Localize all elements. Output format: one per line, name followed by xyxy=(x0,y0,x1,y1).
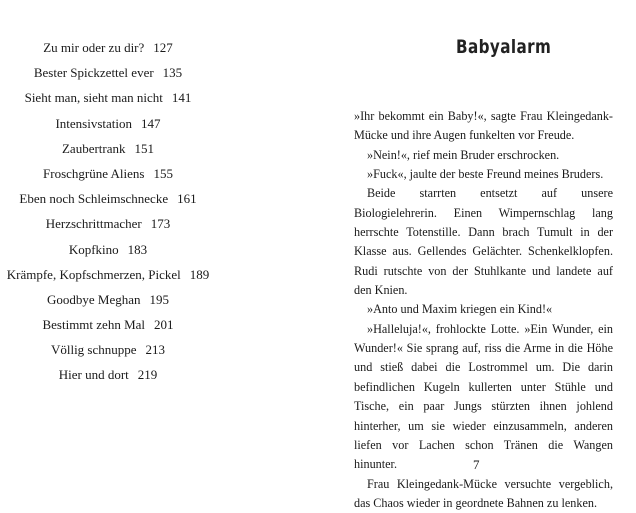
body-paragraph: »Halleluja!«, frohlockte Lotte. »Ein Wunder, ein Wunder!« Sie sprang auf, riss die Arme in die Höhe und stieß dabei die Lostrommel um. Die darin befindlichen Kugeln kullerten unter Stühle und Tische, ein paar Jungs stürzten ihnen johlend hinterher, um sie wieder einzusammeln, anderen liefen vor Lachen schon Tränen die Wangen hinunter. xyxy=(354,321,613,472)
toc-entry-title: Herzschrittmacher xyxy=(45,216,142,232)
toc-entry xyxy=(0,287,216,312)
body-paragraph: »Ihr bekommt ein Baby!«, sagte Frau Kleingedank-Mücke und ihre Augen funkelten vor Freude. xyxy=(354,109,613,143)
toc-entry-page: 183 xyxy=(127,241,148,257)
body-paragraph: »Fuck«, jaulte der beste Freund meines Bruders. xyxy=(367,167,604,182)
toc-entry-page: 141 xyxy=(171,90,192,106)
toc-entry-page: 147 xyxy=(141,115,161,131)
toc-entry-title: Intensivstation xyxy=(55,115,133,131)
toc-entry xyxy=(0,211,216,236)
page-number: 7 xyxy=(473,457,480,472)
toc-entry-page: 195 xyxy=(149,291,169,307)
chapter-title: Babyalarm xyxy=(456,36,552,58)
toc-entry-title: Zaubertrank xyxy=(61,140,126,156)
toc-entry xyxy=(0,237,216,262)
toc-entry xyxy=(0,186,216,211)
toc-entry-page: 201 xyxy=(154,317,174,333)
toc-entry-page: 189 xyxy=(189,266,210,282)
toc-entry-title: Kopfkino xyxy=(68,241,119,257)
toc-entry xyxy=(0,111,216,136)
toc-entry-title: Völlig schnuppe xyxy=(50,342,137,358)
toc-entry-page: 173 xyxy=(150,216,171,232)
body-paragraph: Frau Kleingedank-Mücke versuchte vergeblich, das Chaos wieder in geordnete Bahnen zu lenken. xyxy=(354,476,613,510)
toc-entry-title: Froschgrüne Aliens xyxy=(43,165,145,181)
toc-entry-page: 155 xyxy=(153,165,173,181)
toc-entry-title: Eben noch Schleimschnecke xyxy=(19,191,169,207)
toc-entry-title: Sieht man, sieht man nicht xyxy=(24,90,163,106)
toc-entry-title: Hier und dort xyxy=(58,367,129,383)
toc-entry-title: Bestimmt zehn Mal xyxy=(42,317,146,333)
toc-entry-page: 127 xyxy=(153,40,173,55)
toc-entry xyxy=(0,85,216,110)
toc-entry-page: 219 xyxy=(137,367,158,383)
toc-entry xyxy=(0,337,216,362)
left-page xyxy=(0,0,318,508)
toc-entry-page: 135 xyxy=(162,65,183,81)
toc-entry xyxy=(0,262,216,287)
toc-entry-page: 213 xyxy=(145,342,166,358)
toc-entry-title: Bester Spickzettel ever xyxy=(33,65,154,81)
chapter-body xyxy=(354,107,613,513)
toc-entry xyxy=(0,312,216,337)
body-paragraph: Beide starrten entsetzt auf unsere Biologielehrerin. Einen Wimpernschlag lang herrschte Totenstille. Dann brach Tumult in der Klasse aus. Gellendes Gelächter. Schenkelklopfen. Rudi rutschte von der Stuhlkante und landete auf den Knien. xyxy=(354,186,613,298)
toc-entry xyxy=(0,136,216,161)
toc-entry-title: Krämpfe, Kopfschmerzen, Pickel xyxy=(6,266,181,282)
body-paragraph: »Anto und Maxim kriegen ein Kind!« xyxy=(367,302,553,317)
toc-entry-title: Zu mir oder zu dir? xyxy=(43,40,145,55)
toc-entry xyxy=(0,60,216,85)
toc-entry-page: 161 xyxy=(177,191,197,207)
table-of-contents xyxy=(0,35,216,388)
toc-entry-title: Goodbye Meghan xyxy=(46,291,141,307)
toc-entry-page: 151 xyxy=(134,140,155,156)
right-page xyxy=(318,0,636,508)
toc-entry xyxy=(0,362,216,387)
body-paragraph: »Nein!«, rief mein Bruder erschrocken. xyxy=(367,147,560,162)
toc-entry xyxy=(0,35,216,60)
toc-entry xyxy=(0,161,216,186)
